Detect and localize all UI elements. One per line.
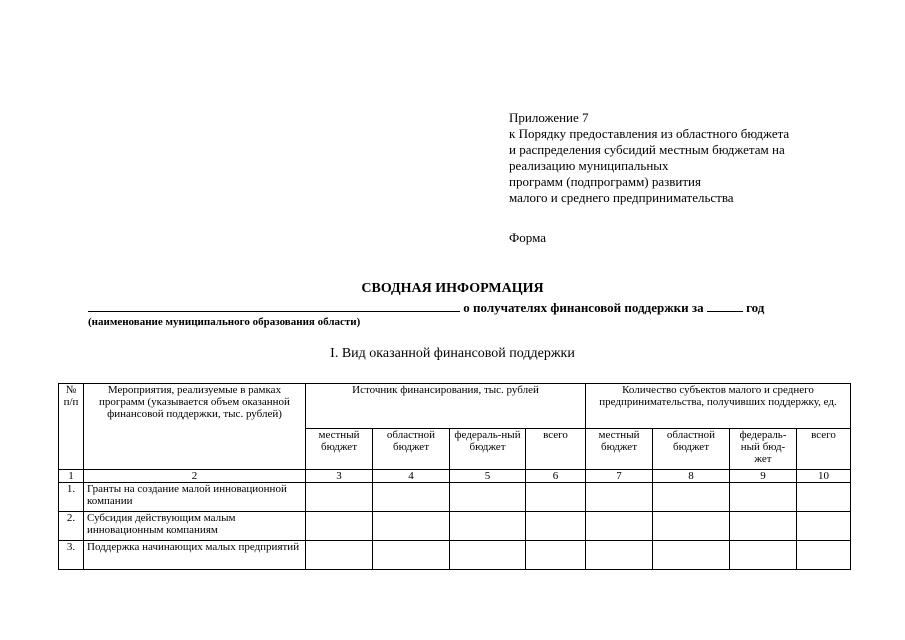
row-number: 1. bbox=[59, 483, 84, 512]
index-cell: 2 bbox=[84, 470, 306, 483]
header-cell: местный бюджет bbox=[306, 429, 373, 470]
appendix-line: к Порядку предоставления из областного бюджета bbox=[509, 126, 790, 141]
header-cell: федераль-ный бюд-жет bbox=[730, 429, 797, 470]
row-number: 3. bbox=[59, 541, 84, 570]
index-cell: 6 bbox=[526, 470, 586, 483]
table-row bbox=[59, 512, 851, 541]
empty-cell bbox=[797, 541, 851, 570]
form-label: Форма bbox=[509, 230, 546, 245]
index-cell: 5 bbox=[450, 470, 526, 483]
empty-cell bbox=[730, 483, 797, 512]
municipality-note: (наименование муниципального образования области) bbox=[88, 316, 361, 328]
header-cell: федераль-ный бюджет bbox=[450, 429, 526, 470]
empty-cell bbox=[450, 541, 526, 570]
appendix-line: малого и среднего предпринимательства bbox=[509, 190, 734, 205]
header-count: Количество субъектов малого и среднего предпринимательства, получивших поддержку, ед. bbox=[586, 384, 851, 429]
empty-cell bbox=[306, 483, 373, 512]
empty-cell bbox=[586, 483, 653, 512]
appendix-block bbox=[509, 110, 849, 206]
index-cell: 7 bbox=[586, 470, 653, 483]
empty-cell bbox=[373, 541, 450, 570]
empty-cell bbox=[526, 483, 586, 512]
empty-cell bbox=[526, 541, 586, 570]
index-cell: 3 bbox=[306, 470, 373, 483]
document-subtitle bbox=[88, 299, 764, 316]
row-name: Поддержка начинающих малых предприятий bbox=[84, 541, 306, 570]
row-name: Гранты на создание малой инновационной компании bbox=[84, 483, 306, 512]
subtitle-middle: о получателях финансовой поддержки за bbox=[460, 300, 707, 315]
empty-cell bbox=[306, 512, 373, 541]
index-cell: 4 bbox=[373, 470, 450, 483]
header-cell: всего bbox=[797, 429, 851, 470]
index-cell: 10 bbox=[797, 470, 851, 483]
empty-cell bbox=[586, 512, 653, 541]
empty-cell bbox=[730, 541, 797, 570]
municipality-blank bbox=[88, 299, 460, 312]
empty-cell bbox=[653, 483, 730, 512]
empty-cell bbox=[730, 512, 797, 541]
header-no: № п/п bbox=[59, 384, 84, 470]
section-title: I. Вид оказанной финансовой поддержки bbox=[330, 346, 575, 361]
empty-cell bbox=[797, 512, 851, 541]
empty-cell bbox=[526, 512, 586, 541]
appendix-line: Приложение 7 bbox=[509, 110, 589, 125]
index-cell: 8 bbox=[653, 470, 730, 483]
empty-cell bbox=[373, 483, 450, 512]
table-row bbox=[59, 541, 851, 570]
empty-cell bbox=[306, 541, 373, 570]
row-number: 2. bbox=[59, 512, 84, 541]
header-cell: местный бюджет bbox=[586, 429, 653, 470]
empty-cell bbox=[653, 512, 730, 541]
header-cell: всего bbox=[526, 429, 586, 470]
header-cell: областной бюджет bbox=[653, 429, 730, 470]
empty-cell bbox=[450, 512, 526, 541]
appendix-line: программ (подпрограмм) развития bbox=[509, 174, 701, 189]
empty-cell bbox=[653, 541, 730, 570]
index-cell: 9 bbox=[730, 470, 797, 483]
appendix-line: реализацию муниципальных bbox=[509, 158, 669, 173]
subtitle-end: год bbox=[742, 300, 765, 315]
header-cell: областной бюджет bbox=[373, 429, 450, 470]
empty-cell bbox=[797, 483, 851, 512]
year-blank bbox=[707, 299, 743, 312]
empty-cell bbox=[373, 512, 450, 541]
support-table bbox=[58, 383, 851, 570]
empty-cell bbox=[450, 483, 526, 512]
index-cell: 1 bbox=[59, 470, 84, 483]
header-funding: Источник финансирования, тыс. рублей bbox=[306, 384, 586, 429]
row-name: Субсидия действующим малым инновационным компаниям bbox=[84, 512, 306, 541]
empty-cell bbox=[586, 541, 653, 570]
appendix-line: и распределения субсидий местным бюджетам на bbox=[509, 142, 785, 157]
header-event: Мероприятия, реализуемые в рамках программ (указывается объем оказанной финансовой поддержки, тыс. рублей) bbox=[84, 384, 306, 470]
document-title: СВОДНАЯ ИНФОРМАЦИЯ bbox=[361, 281, 544, 296]
table-row bbox=[59, 483, 851, 512]
